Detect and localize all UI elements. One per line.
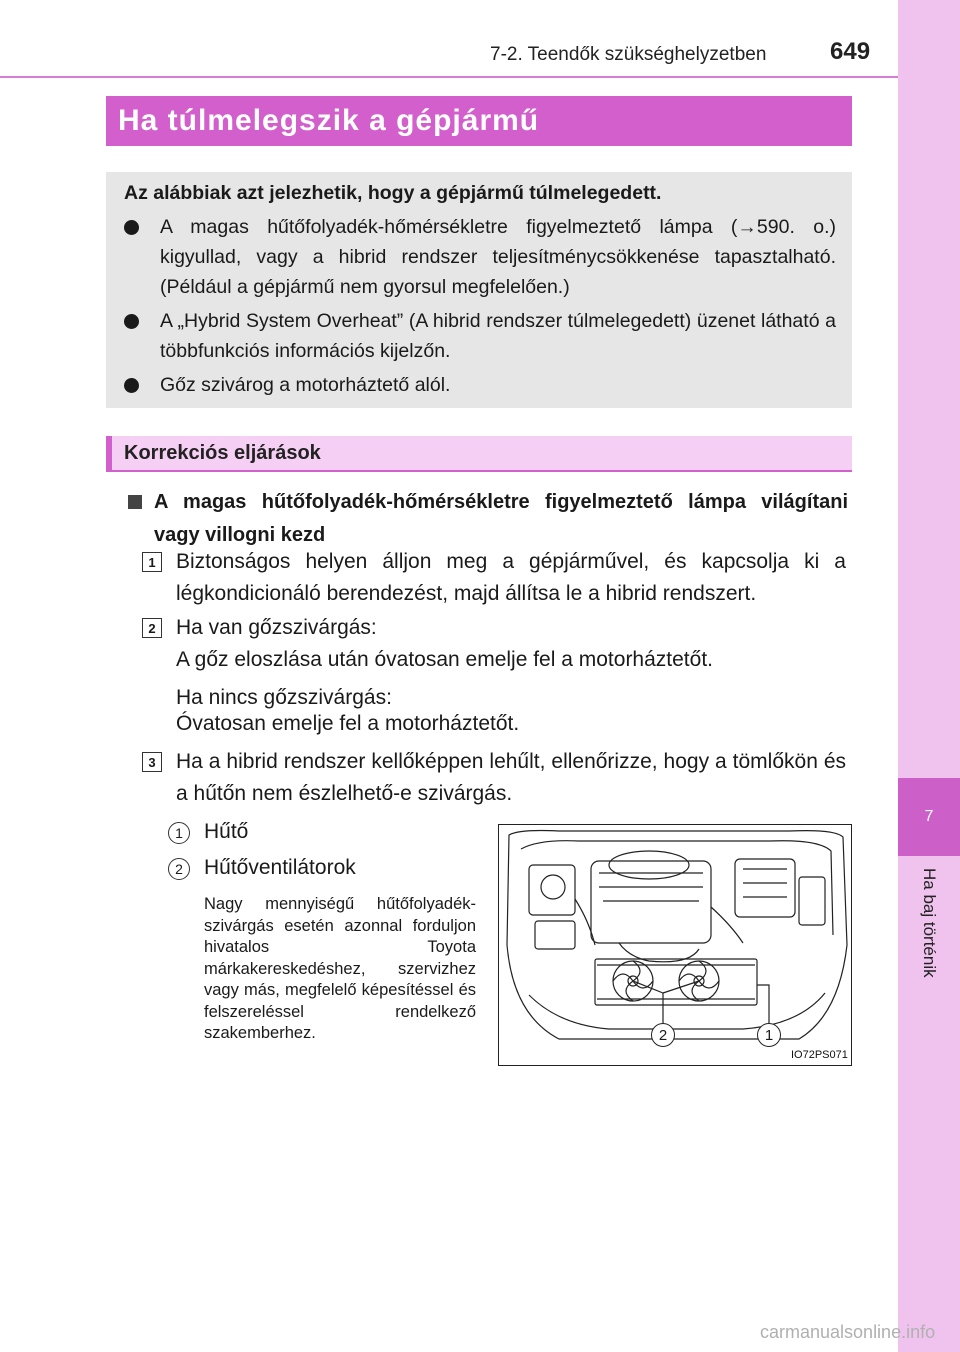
square-bullet-icon: [128, 495, 142, 509]
bullet-dot-icon: [124, 378, 139, 393]
engine-bay-illustration: [498, 824, 852, 1066]
watermark-text: carmanualsonline.info: [760, 1322, 936, 1342]
step-2-line4: Óvatosan emelje fel a motorháztetőt.: [176, 712, 520, 735]
header-divider: [0, 76, 898, 78]
step-number-2: 2: [142, 618, 162, 638]
bullet-dot-icon: [124, 314, 139, 329]
info-bullet-text: A „Hybrid System Overheat” (A hibrid rendszer túlmelegedett) üzenet látható a többfunkciós információs kijelzőn.: [160, 310, 836, 362]
info-intro: Az alábbiak azt jelezhetik, hogy a gépjármű túlmelegedett.: [124, 182, 662, 204]
step-number-3: 3: [142, 752, 162, 772]
sub-heading: [128, 486, 848, 552]
step-2-line2: A gőz eloszlása után óvatosan emelje fel a motorháztetőt.: [176, 648, 713, 671]
figure-code: IO72PS071: [791, 1049, 848, 1061]
legend-item-radiator: Hűtő: [204, 820, 249, 843]
step-number-1: 1: [142, 552, 162, 572]
info-bullet-text: Gőz szivárog a motorháztető alól.: [160, 374, 451, 396]
figure-callout-radiator: 1: [757, 1023, 781, 1047]
sub-heading-text: A magas hűtőfolyadék-hőmérsékletre figyelmeztető lámpa világítani vagy villogni kezd: [154, 491, 848, 546]
section-heading: Korrekciós eljárások: [106, 436, 852, 472]
side-tab-strip: [898, 0, 960, 1352]
legend-item-fans: Hűtőventilátorok: [204, 856, 356, 879]
info-bullet: [124, 212, 836, 302]
info-bullet: [124, 370, 836, 400]
engine-bay-drawing: [499, 825, 852, 1066]
header-section-title: 7-2. Teendők szükséghelyzetben: [490, 44, 767, 65]
step-2-line3: Ha nincs gőzszivárgás:: [176, 686, 392, 709]
legend-number-1: 1: [168, 822, 190, 844]
info-bullet: [124, 306, 836, 366]
bullet-dot-icon: [124, 220, 139, 235]
page-number: 649: [830, 38, 871, 65]
chapter-label: Ha baj történik: [920, 868, 939, 978]
info-bullet-text: A magas hűtőfolyadék-hőmérsékletre figyelmeztető lámpa (→590. o.) kigyullad, vagy a hibrid rendszer teljesítménycsökkenése tapasztalható. (Például a gépjármű nem gyorsul megfelelően.): [160, 216, 836, 298]
legend-number-2: 2: [168, 858, 190, 880]
step-3-text: Ha a hibrid rendszer kellőképpen lehűlt, ellenőrizze, hogy a tömlőkön és a hűtőn nem észlelhető-e szivárgás.: [176, 750, 846, 805]
step-2-line1: Ha van gőzszivárgás:: [176, 616, 377, 639]
chapter-number-tab[interactable]: 7: [898, 778, 960, 856]
page-title: Ha túlmelegszik a gépjármű: [106, 96, 852, 146]
warning-note: Nagy mennyiségű hűtőfolyadék-szivárgás esetén azonnal forduljon hivatalos Toyota márkakereskedéshez, szervizhez vagy más, megfelelő képesítéssel és felszereléssel rendelkező szakemberhez.: [204, 895, 476, 1042]
figure-callout-fans: 2: [651, 1023, 675, 1047]
info-box: [106, 172, 852, 408]
step-1-text: Biztonságos helyen álljon meg a gépjárművel, és kapcsolja ki a légkondicionáló berendezést, majd állítsa le a hibrid rendszert.: [176, 550, 846, 605]
